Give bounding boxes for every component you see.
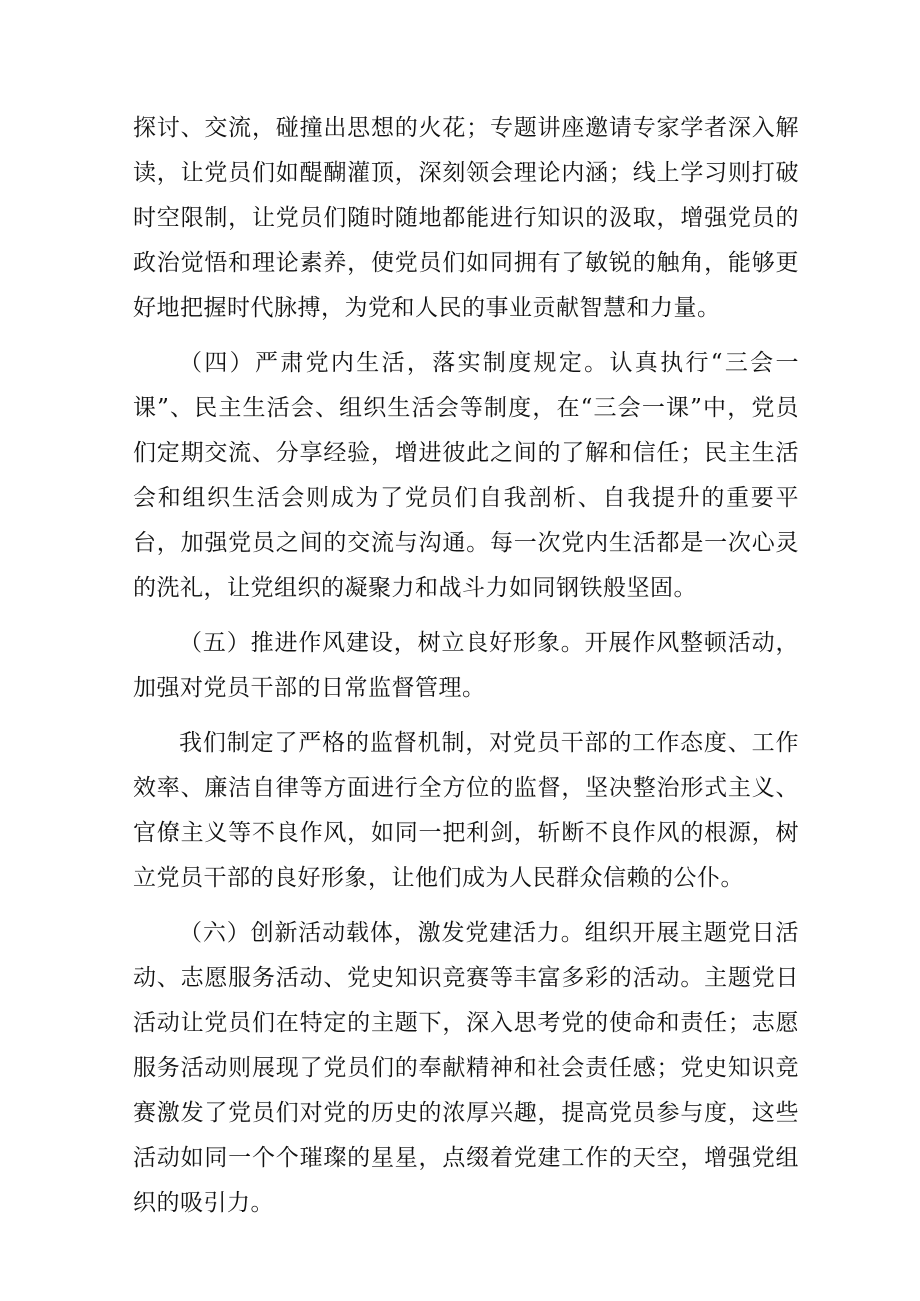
paragraph-continued: 探讨、交流，碰撞出思想的火花；专题讲座邀请专家学者深入解读，让党员们如醍醐灌顶，深刻领会理论内涵；线上学习则打破时空限制，让党员们随时随地都能进行知识的汲取，增强党员的政治觉悟和理论素养，使党员们如同拥有了敏锐的触角，能够更好地把握时代脉搏，为党和人民的事业贡献智慧和力量。 (133, 115, 799, 321)
paragraph-section-6: （六）创新活动载体，激发党建活力。组织开展主题党日活动、志愿服务活动、党史知识竞赛等丰富多彩的活动。主题党日活动让党员们在特定的主题下，深入思考党的使命和责任；志愿服务活动则展现了党员们的奉献精神和社会责任感；党史知识竞赛激发了党员们对党的历史的浓厚兴趣，提高党员参与度，这些活动如同一个个璀璨的星星，点缀着党建工作的天空，增强党组织的吸引力。 (133, 920, 799, 1216)
document-body (133, 106, 799, 1226)
paragraph-supervision: 我们制定了严格的监督机制，对党员干部的工作态度、工作效率、廉洁自律等方面进行全方位的监督，坚决整治形式主义、官僚主义等不良作风，如同一把利剑，斩断不良作风的根源，树立党员干部的良好形象，让他们成为人民群众信赖的公仆。 (133, 730, 799, 891)
paragraph-section-5: （五）推进作风建设，树立良好形象。开展作风整顿活动，加强对党员干部的日常监督管理。 (133, 630, 799, 701)
paragraph-section-4: （四）严肃党内生活，落实制度规定。认真执行“三会一课”、民主生活会、组织生活会等制度，在“三会一课”中，党员们定期交流、分享经验，增进彼此之间的了解和信任；民主生活会和组织生活会则成为了党员们自我剖析、自我提升的重要平台，加强党员之间的交流与沟通。每一次党内生活都是一次心灵的洗礼，让党组织的凝聚力和战斗力如同钢铁般坚固。 (133, 350, 799, 601)
